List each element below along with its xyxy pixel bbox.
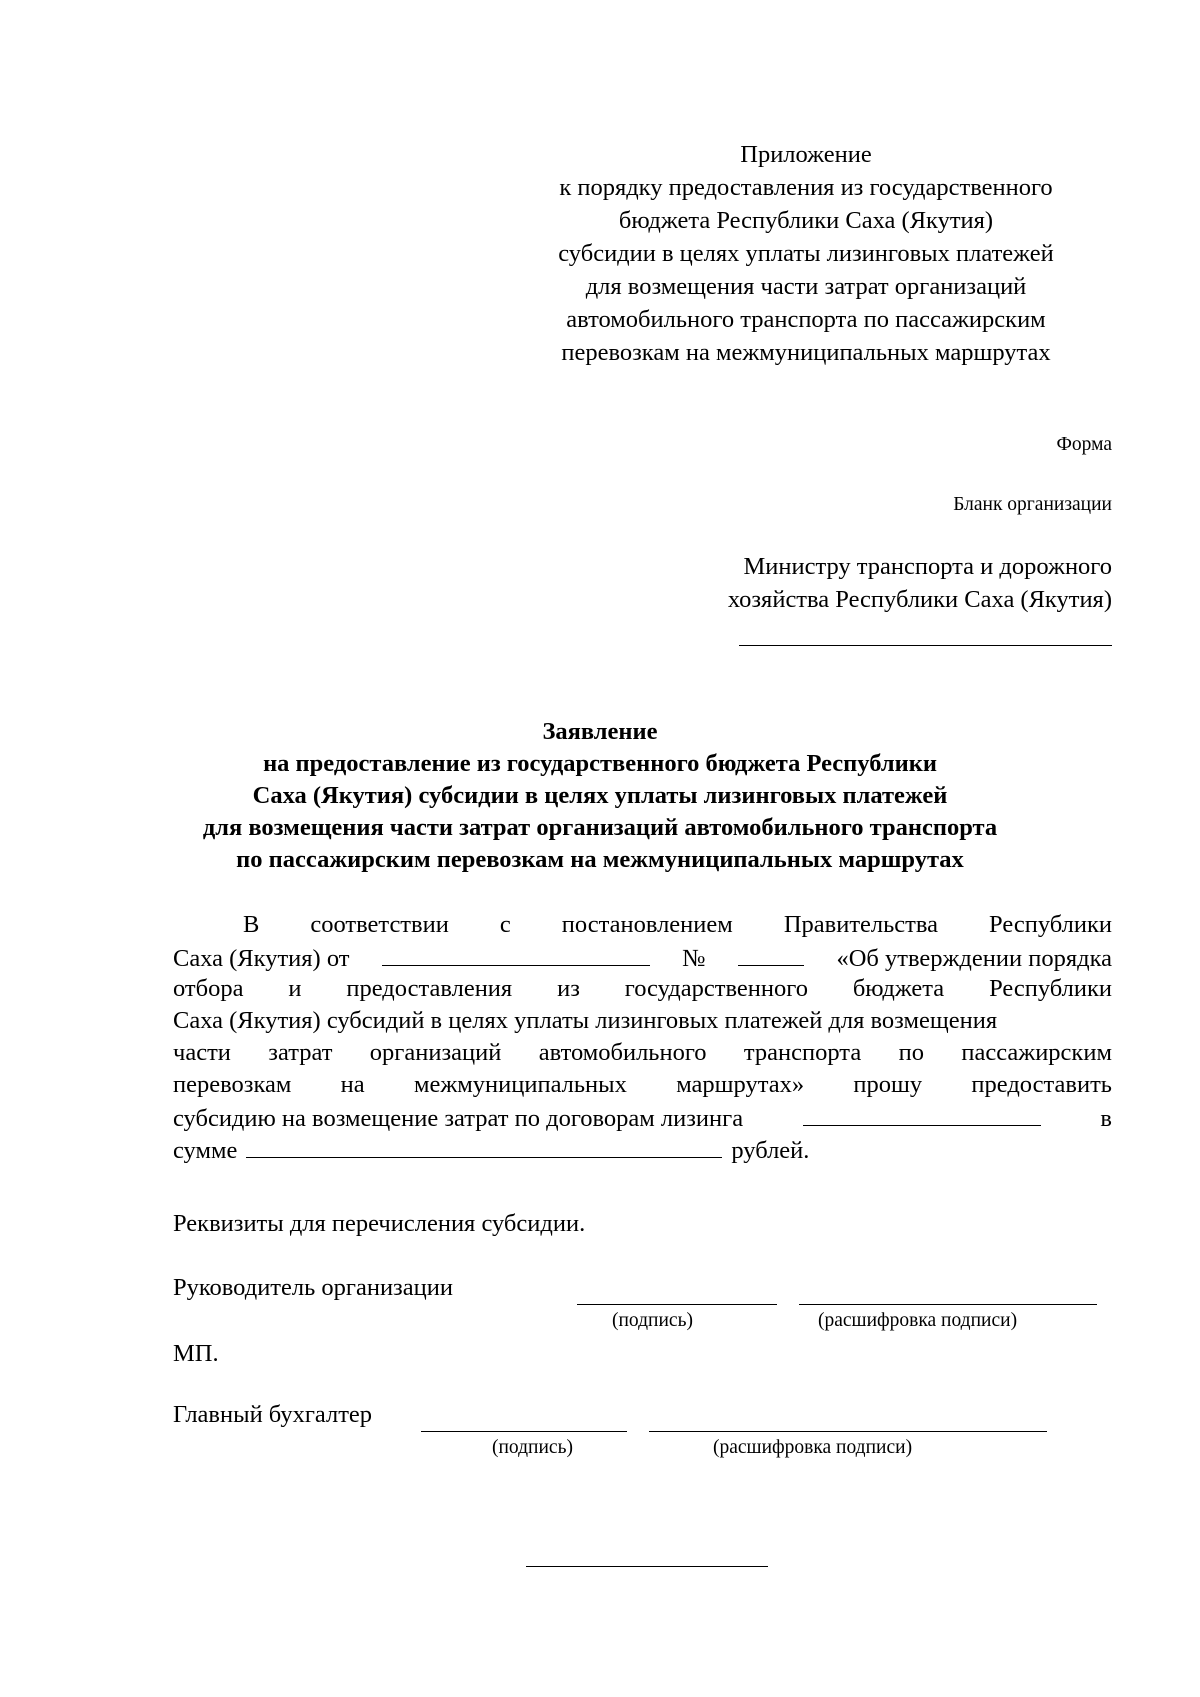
stamp-label: МП. (173, 1340, 219, 1367)
appendix-block (500, 138, 1112, 369)
appendix-line: к порядку предоставления из государственного (559, 174, 1053, 201)
body-word: перевозкам (173, 1071, 292, 1098)
accountant-signature-blank[interactable] (421, 1431, 627, 1432)
addressee-name-blank[interactable] (739, 645, 1112, 646)
org-blank-label: Бланк организации (953, 494, 1112, 515)
appendix-line: перевозкам на межмуниципальных маршрутах (561, 339, 1051, 366)
body-word: Республики (989, 975, 1112, 1002)
body-line-1 (173, 909, 1112, 941)
resolution-number-blank[interactable] (738, 941, 804, 966)
body-word: организаций (369, 1039, 502, 1066)
body-word: маршрутах» (676, 1071, 805, 1098)
body-line-8 (173, 1133, 1112, 1165)
body-word: отбора (173, 975, 244, 1002)
director-signature-blank[interactable] (577, 1304, 777, 1305)
appendix-line: бюджета Республики Саха (Якутия) (618, 207, 994, 234)
body-text-segment: Саха (Якутия) субсидий в целях уплаты лизинговых платежей для возмещения (173, 1007, 998, 1034)
body-text-segment: субсидию на возмещение затрат по договорам лизинга (173, 1105, 744, 1132)
application-body (173, 909, 1112, 1165)
body-word: транспорта (743, 1039, 862, 1066)
accountant-label: Главный бухгалтер (173, 1401, 373, 1428)
accountant-decoding-blank[interactable] (649, 1431, 1047, 1432)
body-word: бюджета (852, 975, 945, 1002)
appendix-line: Приложение (740, 141, 872, 168)
form-label: Форма (1056, 434, 1112, 455)
body-word: Правительства (783, 911, 939, 938)
director-decoding-caption: (расшифровка подписи) (818, 1310, 1018, 1331)
director-label: Руководитель организации (173, 1274, 453, 1301)
body-word: автомобильного (538, 1039, 707, 1066)
body-text-segment: рублей. (731, 1137, 810, 1164)
body-word: предоставления (346, 975, 513, 1002)
body-word: и (288, 975, 302, 1002)
body-word: прошу (853, 1071, 923, 1098)
body-line-6 (173, 1069, 1112, 1101)
requisites-label: Реквизиты для перечисления субсидии. (173, 1210, 586, 1237)
addressee-line-1: Министру транспорта и дорожного (743, 553, 1112, 580)
title-line: для возмещения части затрат организаций автомобильного транспорта (202, 814, 998, 841)
body-word: В (243, 911, 260, 938)
accountant-signature-caption: (подпись) (492, 1437, 573, 1458)
body-word: с (499, 911, 511, 938)
body-word: предоставить (971, 1071, 1112, 1098)
number-sign: № (682, 945, 706, 972)
leasing-contracts-blank[interactable] (803, 1101, 1041, 1126)
body-word: межмуниципальных (413, 1071, 627, 1098)
bottom-separator-line (526, 1566, 768, 1567)
addressee-block (728, 550, 1112, 616)
accountant-decoding-caption: (расшифровка подписи) (713, 1437, 913, 1458)
body-line-4 (173, 1005, 1112, 1037)
body-word: государственного (624, 975, 808, 1002)
body-line-2 (173, 941, 1112, 973)
body-line-5 (173, 1037, 1112, 1069)
title-line: Заявление (542, 718, 658, 745)
resolution-date-blank[interactable] (382, 941, 650, 966)
body-text-segment: Саха (Якутия) от (173, 945, 350, 972)
amount-blank[interactable] (246, 1133, 722, 1158)
appendix-line: субсидии в целях уплаты лизинговых платежей (558, 240, 1054, 267)
title-line: Саха (Якутия) субсидии в целях уплаты лизинговых платежей (252, 782, 948, 809)
body-line-7 (173, 1101, 1112, 1133)
body-word: Республики (989, 911, 1112, 938)
body-word: соответствии (310, 911, 449, 938)
document-title (100, 716, 1100, 876)
body-line-3 (173, 973, 1112, 1005)
body-word: постановлением (561, 911, 733, 938)
body-text-segment: «Об утверждении порядка (836, 945, 1112, 972)
director-signature-caption: (подпись) (612, 1310, 693, 1331)
body-text-segment: в (1100, 1105, 1112, 1132)
addressee-line-2: хозяйства Республики Саха (Якутия) (727, 586, 1112, 613)
body-word: затрат (268, 1039, 333, 1066)
title-line: на предоставление из государственного бюджета Республики (263, 750, 937, 777)
body-word: на (340, 1071, 365, 1098)
body-text-segment: сумме (173, 1137, 238, 1164)
title-line: по пассажирским перевозкам на межмуниципальных маршрутах (236, 846, 964, 873)
body-word: из (557, 975, 580, 1002)
director-decoding-blank[interactable] (799, 1304, 1097, 1305)
body-word: пассажирским (961, 1039, 1112, 1066)
appendix-line: автомобильного транспорта по пассажирским (566, 306, 1046, 333)
body-word: по (898, 1039, 924, 1066)
body-word: части (173, 1039, 231, 1066)
appendix-line: для возмещения части затрат организаций (585, 273, 1027, 300)
